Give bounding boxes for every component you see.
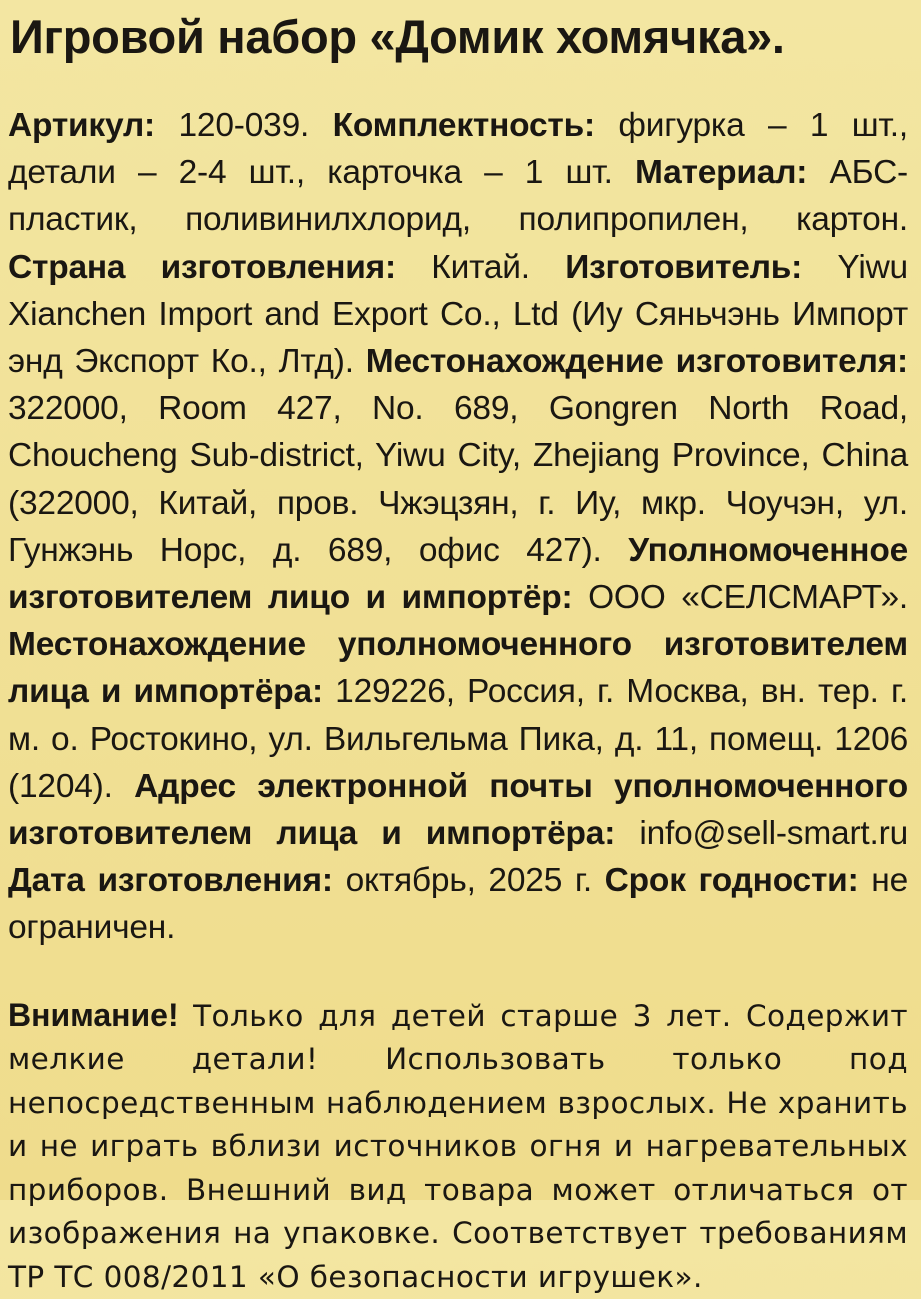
- production-date-value: октябрь, 2025 г.: [345, 862, 592, 900]
- email-label: Адрес электронной почты уполномоченного изготовителем лица и импортёра:: [8, 767, 909, 853]
- importer-location-value: 129226, Россия, г. Москва, вн. тер. г. м. о. Ростокино, ул. Вильгельма Пика, д. 11, помещ. 1206 (1204).: [8, 673, 908, 805]
- article-value: 120-039.: [178, 107, 310, 144]
- manufacturer-location-value: 322000, Room 427, No. 689, Gongren North Road, Choucheng Sub-district, Yiwu City, Zhejiang Province, China (322000, Китай, пров. Чжэцзян, г. Иу, мкр. Чоучэн, ул. Гунжэнь Норс, д. 689, офис 427).: [8, 390, 908, 569]
- importer-label: Уполномоченное изготовителем лицо и импортёр:: [8, 531, 909, 617]
- manufacturer-location-label: Местонахождение изготовителя:: [365, 343, 908, 381]
- country-value: Китай.: [431, 248, 530, 286]
- product-label: [8, 6, 908, 1299]
- article-label: Артикул:: [8, 107, 156, 144]
- material-value: АБС-пластик, поливинилхлорид, полипропилен, картон.: [8, 154, 909, 239]
- country-label: Страна изготовления:: [8, 248, 396, 286]
- completeness-label: Комплектность:: [332, 107, 595, 144]
- completeness-value: фигурка – 1 шт., детали – 2-4 шт., карточка – 1 шт.: [8, 107, 909, 192]
- manufacturer-value: Yiwu Xianchen Import and Export Co., Ltd (Иу Сяньчэнь Импорт энд Экспорт Ко., Лтд).: [8, 248, 908, 381]
- warning-text: Только для детей старше 3 лет. Содержит мелкие детали! Использовать только под непосредственным наблюдением взрослых. Не хранить и не играть вблизи источников огня и нагревательных приборов. Внешний вид товара может отличаться от изображения на упаковке. Соответствует требованиям ТР ТС 008/2011 «О безопасности игрушек».: [8, 998, 909, 1294]
- importer-location-label: Местонахождение уполномоченного изготовителем лица и импортёра:: [8, 626, 908, 711]
- importer-value: ООО «СЕЛСМАРТ».: [588, 579, 909, 617]
- shelf-life-value: не ограничен.: [8, 862, 908, 947]
- product-title: Игровой набор «Домик хомячка».: [10, 10, 785, 63]
- product-details: [8, 102, 908, 952]
- shelf-life-label: Срок годности:: [604, 862, 859, 900]
- material-label: Материал:: [634, 154, 808, 192]
- production-date-label: Дата изготовления:: [8, 862, 333, 900]
- email-value: info@sell-smart.ru: [639, 815, 909, 853]
- warning-label: Внимание!: [8, 996, 179, 1033]
- warning-block: [8, 994, 908, 1299]
- manufacturer-label: Изготовитель:: [565, 248, 803, 286]
